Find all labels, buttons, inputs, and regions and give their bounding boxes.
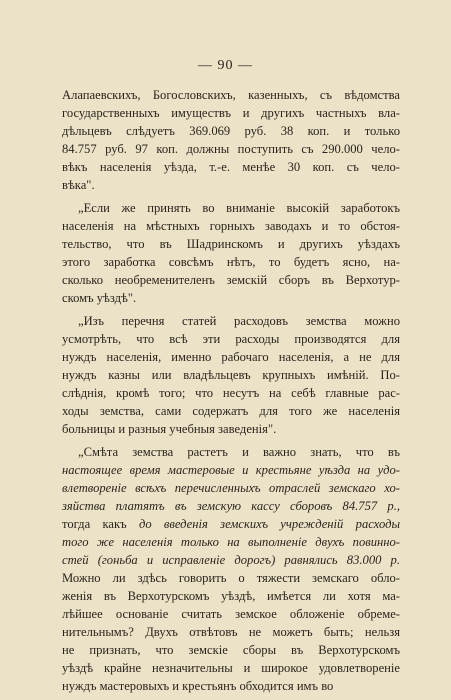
- text-line: [62, 461, 400, 479]
- line-text: нуждъ мастеровыхъ и крестьянъ обходится имъ во: [62, 679, 334, 693]
- text-line: [62, 330, 400, 348]
- line-text: тогда какъ: [62, 517, 139, 531]
- line-text: сколько необременителенъ земскій сборъ въ Верхотур-: [62, 273, 400, 287]
- text-line: [62, 158, 400, 176]
- text-line: [62, 497, 400, 515]
- text-line: [62, 659, 400, 677]
- line-text: государственныхъ имуществъ и другихъ частныхъ вла-: [62, 106, 400, 120]
- line-text: „Если же принять во вниманіе высокій заработокъ: [78, 201, 400, 215]
- italic-text: стей (гоньба и исправленіе дорогъ) равнялись 83.000 р.: [62, 553, 400, 567]
- text-line: [62, 605, 400, 623]
- paragraph: [62, 199, 400, 307]
- text-line: [62, 677, 400, 695]
- line-text: скомъ уѣздѣ".: [62, 291, 137, 305]
- text-line: [62, 479, 400, 497]
- line-text: слѣднія, кромѣ того; что несутъ на себѣ главные рас-: [62, 386, 400, 400]
- paragraph: [62, 443, 400, 695]
- text-line: [62, 348, 400, 366]
- line-text: ходы земства, сами содержатъ для того же населенія: [62, 404, 400, 418]
- line-text: дѣльцевъ слѣдуетъ 369.069 руб. 38 коп. и только: [62, 124, 400, 138]
- line-text: тельство, что въ Шадринскомъ и другихъ уѣздахъ: [62, 237, 400, 251]
- text-line: [62, 533, 400, 551]
- text-line: [62, 420, 400, 438]
- text-line: [62, 569, 400, 587]
- text-line: [62, 551, 400, 569]
- line-text: усмотрѣть, что всѣ эти расходы производятся для: [62, 332, 400, 346]
- text-line: [62, 271, 400, 289]
- page-number: — 90 —: [198, 58, 253, 73]
- text-line: [62, 104, 400, 122]
- italic-text: того же населенія только на выполненіе двухъ повинно-: [62, 535, 400, 549]
- line-text: нительнымъ? Двухъ отвѣтовъ не можетъ быть; нельзя: [62, 625, 400, 639]
- line-text: 84.757 руб. 97 коп. должны поступить съ 290.000 чело-: [62, 142, 400, 156]
- line-text: этого заработка совсѣмъ нѣтъ, то будетъ ясно, на-: [62, 255, 400, 269]
- line-text: не признать, что земскіе сборы въ Верхотурскомъ: [62, 643, 400, 657]
- text-line: [62, 86, 400, 104]
- text-line: [62, 122, 400, 140]
- italic-text: до введенія земскихъ учрежденій расходы: [138, 517, 400, 531]
- text-line: [62, 443, 400, 461]
- body-text: [62, 86, 400, 695]
- line-text: Можно ли здѣсь говорить о тяжести земскаго обло-: [62, 571, 400, 585]
- line-text: больницы и разныя учебныя заведенія".: [62, 422, 277, 436]
- text-line: [62, 235, 400, 253]
- text-line: [62, 623, 400, 641]
- line-text: „Изъ перечня статей расходовъ земства можно: [78, 314, 400, 328]
- text-line: [62, 515, 400, 533]
- text-line: [62, 199, 400, 217]
- line-text: женія въ Верхотурскомъ уѣздѣ, имѣется ли хотя ма-: [62, 589, 400, 603]
- line-text: нуждъ казны или владѣльцевъ крупныхъ имѣній. По-: [62, 368, 400, 382]
- line-text: уѣздѣ крайне незначительны и широкое удовлетвореніе: [62, 661, 400, 675]
- line-text: лѣйшее основаніе считать земское обложеніе обреме-: [62, 607, 400, 621]
- text-line: [62, 176, 400, 194]
- text-line: [62, 217, 400, 235]
- line-text: вѣка".: [62, 178, 95, 192]
- italic-text: влетвореніе всѣхъ перечисленныхъ отраслей земскаго хо-: [62, 481, 400, 495]
- text-line: [62, 366, 400, 384]
- text-line: [62, 140, 400, 158]
- text-line: [62, 384, 400, 402]
- italic-text: зяйства платятъ въ земскую кассу сборовъ 84.757 р.,: [62, 499, 400, 513]
- text-line: [62, 641, 400, 659]
- text-line: [62, 253, 400, 271]
- text-line: [62, 402, 400, 420]
- paragraph: [62, 86, 400, 194]
- text-line: [62, 312, 400, 330]
- line-text: нуждъ населенія, именно рабочаго населенія, а не для: [62, 350, 400, 364]
- line-text: Алапаевскихъ, Богословскихъ, казенныхъ, съ вѣдомства: [62, 88, 400, 102]
- text-line: [62, 289, 400, 307]
- line-text: „Смѣта земства растетъ и важно знать, что въ: [78, 445, 400, 459]
- paragraph: [62, 312, 400, 438]
- italic-text: настоящее время мастеровые и крестьяне уѣзда на удо-: [62, 463, 400, 477]
- text-line: [62, 587, 400, 605]
- line-text: населенія на мѣстныхъ горныхъ заводахъ и то обстоя-: [62, 219, 400, 233]
- line-text: вѣкъ населенія уѣзда, т.-е. менѣе 30 коп. съ чело-: [62, 160, 400, 174]
